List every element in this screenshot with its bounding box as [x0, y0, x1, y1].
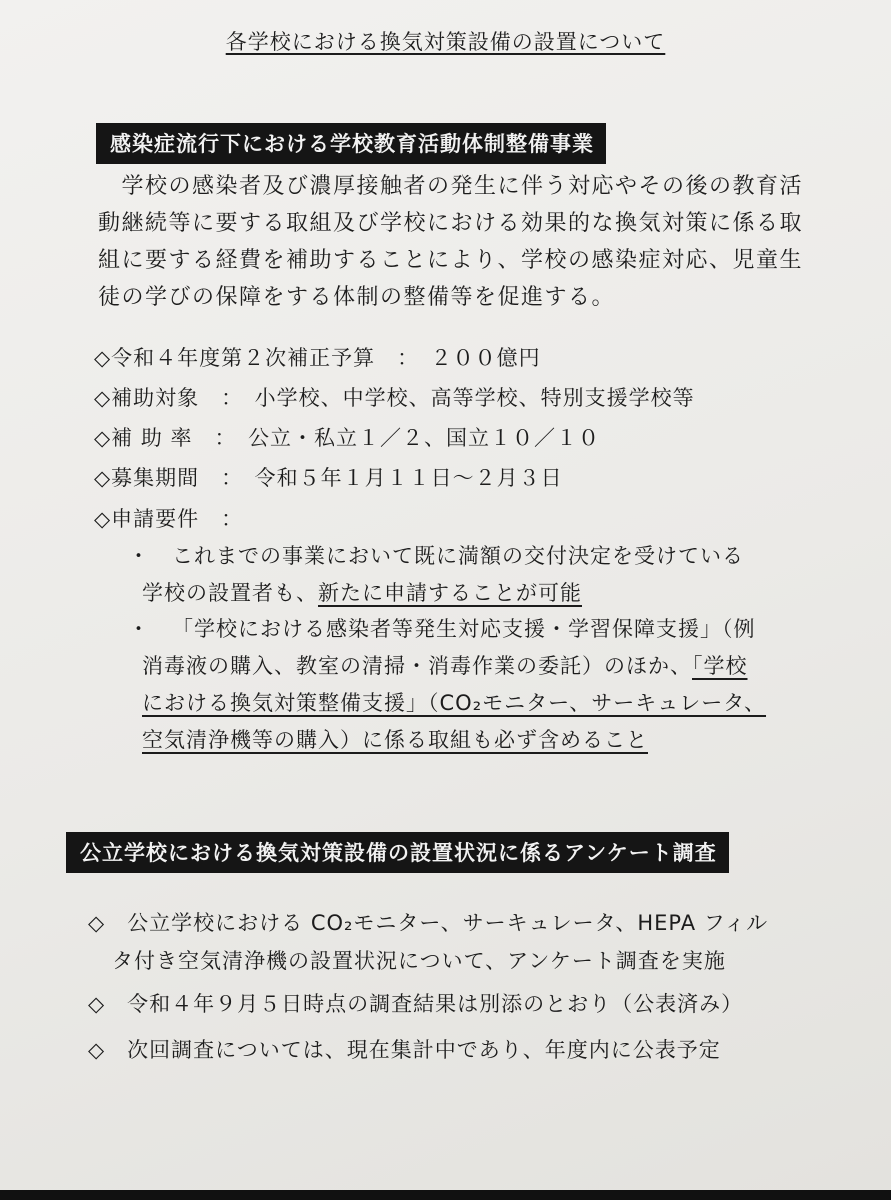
- survey-item1-line2: タ付き空気清浄機の設置状況について、アンケート調査を実施: [112, 949, 726, 973]
- bullet2-line1: 「学校における感染者等発生対応支援・学習保障支援」（例: [172, 617, 756, 641]
- period-line: ◇募集期間 ： 令和５年１月１１日～２月３日: [94, 466, 563, 490]
- bullet1-line1: これまでの事業において既に満額の交付決定を受けている: [172, 544, 744, 568]
- budget-line: ◇令和４年度第２次補正予算 ： ２００億円: [94, 346, 541, 370]
- section1-description: 学校の感染者及び濃厚接触者の発生に伴う対応やその後の教育活動継続等に要する取組及び学校における効果的な換気対策に係る取組に要する経費を補助することにより、学校の感染症対応、児童生徒の学びの保障をする体制の整備等を促進する。: [98, 174, 804, 310]
- rate-line: ◇補 助 率 ： 公立・私立１／２、国立１０／１０: [94, 426, 600, 450]
- survey-item2: ◇ 令和４年９月５日時点の調査結果は別添のとおり（公表済み）: [88, 992, 744, 1016]
- bullet1-line2-emphasis: 新たに申請することが可能: [318, 581, 582, 605]
- bullet2-line3: における換気対策整備支援」（CO₂モニター、サーキュレータ、: [142, 691, 767, 715]
- bullet2-line2: [142, 650, 748, 680]
- survey-item3: ◇ 次回調査については、現在集計中であり、年度内に公表予定: [88, 1038, 721, 1062]
- bullet1-line2: [142, 577, 582, 607]
- section1-heading: 感染症流行下における学校教育活動体制整備事業: [96, 123, 606, 164]
- target-line: ◇補助対象 ： 小学校、中学校、高等学校、特別支援学校等: [94, 386, 695, 410]
- requirements-label: ◇申請要件 ：: [94, 507, 244, 531]
- bullet2-line2-prefix: 消毒液の購入、教室の清掃・消毒作業の委託）のほか、: [142, 654, 692, 678]
- bullet1-marker: ・: [128, 544, 150, 568]
- bullet2-line4: 空気清浄機等の購入）に係る取組も必ず含めること: [142, 728, 648, 752]
- bullet2-marker: ・: [128, 617, 150, 641]
- survey-item1-line1: ◇ 公立学校における CO₂モニター、サーキュレータ、HEPA フィル: [88, 911, 769, 935]
- bullet2-line2-emphasis: 「学校: [692, 654, 748, 678]
- bottom-edge: [0, 1190, 891, 1200]
- section2-heading: 公立学校における換気対策設備の設置状況に係るアンケート調査: [66, 832, 729, 873]
- document-title: 各学校における換気対策設備の設置について: [225, 30, 666, 54]
- bullet1-line2-prefix: 学校の設置者も、: [142, 581, 318, 605]
